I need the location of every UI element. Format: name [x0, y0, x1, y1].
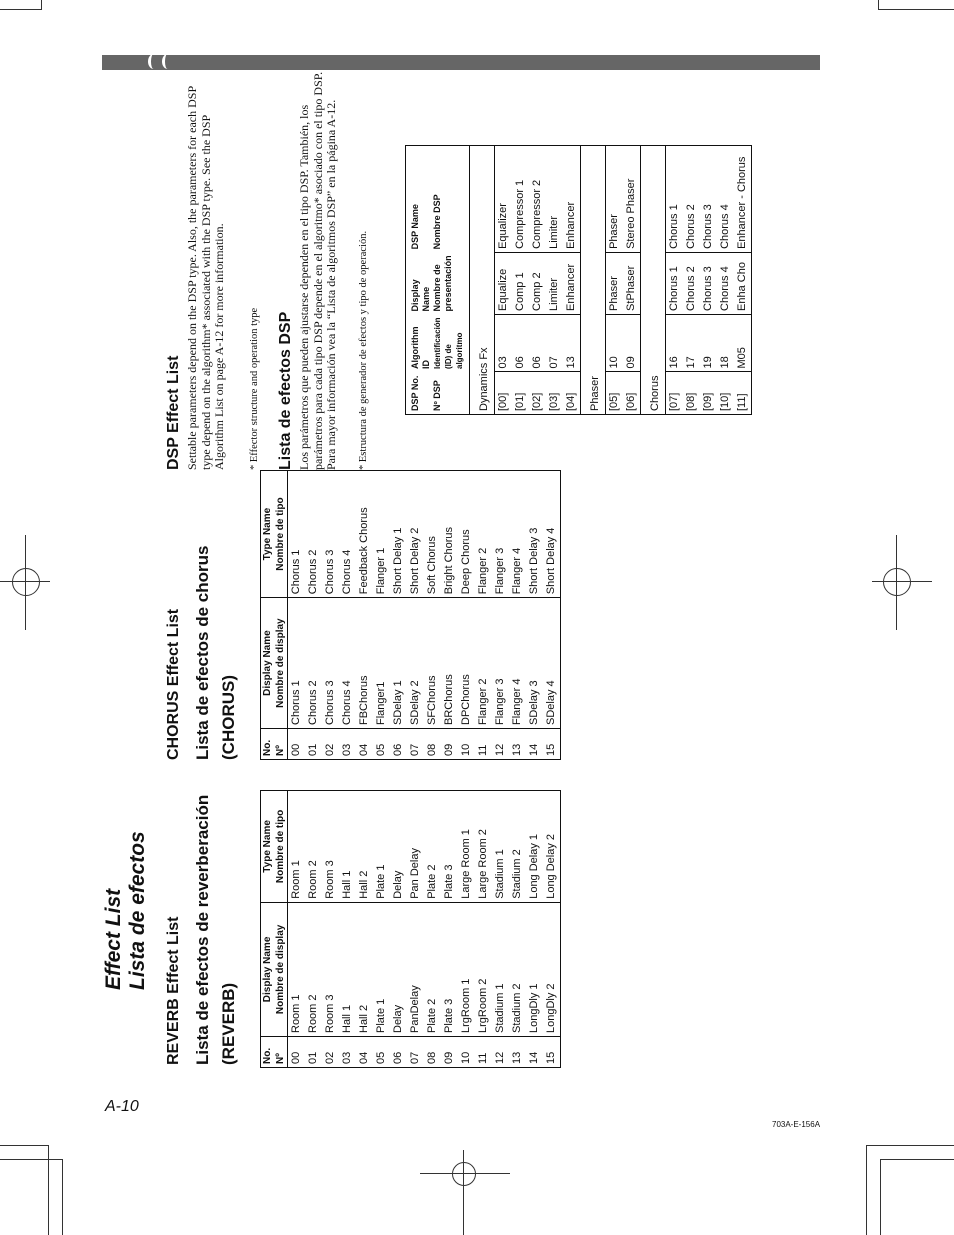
table-row — [734, 146, 752, 415]
table-row — [700, 146, 717, 415]
cell-display-name: Equalize — [495, 252, 513, 314]
cell-type-name: Stadium 1 — [492, 791, 509, 903]
header-banner — [102, 55, 820, 70]
chorus-heading-es: Lista de efectos de chorus (CHORUS) — [193, 545, 238, 760]
cell-dsp-no: [00] — [495, 372, 513, 415]
cell-dsp-name: Enhancer - Chorus — [734, 146, 752, 253]
banner-ornament — [162, 54, 173, 69]
col-no: No. — [262, 1047, 273, 1064]
cell-dsp-name: Equalizer — [495, 146, 513, 253]
table-row — [546, 146, 563, 415]
reverb-heading: REVERB Effect List — [165, 916, 182, 1065]
table-row — [492, 791, 509, 1068]
cell-algorithm-id: 10 — [606, 314, 624, 372]
cell-display-name: Delay — [390, 902, 407, 1036]
cell-dsp-no: [06] — [625, 392, 637, 411]
cell-no: 15 — [545, 743, 557, 756]
cell-type-name: Plate 1 — [373, 791, 390, 903]
page-title-en: Effect List — [102, 888, 125, 990]
table-row — [339, 471, 356, 760]
table-row — [441, 471, 458, 760]
cell-no: 15 — [545, 1051, 557, 1064]
cell-display-name: Chorus 2 — [683, 252, 700, 314]
col-dsp-no-es: Nº DSP — [432, 380, 442, 411]
cell-type-name: Large Room 1 — [458, 791, 475, 903]
col-display-es: Nombre de display — [274, 598, 288, 729]
table-row — [441, 791, 458, 1068]
cell-type-name: Short Delay 4 — [543, 471, 561, 598]
cell-display-name: LrgRoom 1 — [458, 902, 475, 1036]
cell-type-name: Hall 2 — [356, 791, 373, 903]
col-alg-id-es: Identificación (ID) de algoritmo — [433, 317, 464, 369]
cell-display-name: SDelay 3 — [526, 598, 543, 729]
col-type-es: Nombre de tipo — [274, 791, 288, 903]
cell-display-name: FBChorus — [356, 598, 373, 729]
cell-display-name: DPChorus — [458, 598, 475, 729]
table-row — [623, 146, 641, 415]
cell-no: 04 — [358, 743, 370, 756]
cell-algorithm-id: 06 — [529, 314, 546, 372]
col-display: Display Name — [410, 279, 431, 312]
cell-display-name: LongDly 1 — [526, 902, 543, 1036]
cell-no: 04 — [358, 1051, 370, 1064]
dsp-heading-es: Lista de efectos DSP — [277, 311, 294, 470]
col-no-es: Nº — [274, 1037, 288, 1068]
cell-type-name: Room 3 — [322, 791, 339, 903]
cell-type-name: Deep Chorus — [458, 471, 475, 598]
col-dsp-name-es: Nombre DSP — [432, 194, 442, 250]
table-row — [492, 471, 509, 760]
cell-type-name: Long Delay 2 — [543, 791, 561, 903]
cell-no: 13 — [511, 743, 523, 756]
col-dsp-no: DSP No. — [410, 375, 420, 411]
cell-type-name: Flanger 3 — [492, 471, 509, 598]
cell-no: 02 — [324, 743, 336, 756]
col-no: No. — [262, 739, 273, 756]
table-row — [526, 471, 543, 760]
cell-type-name: Chorus 4 — [339, 471, 356, 598]
cell-no: 08 — [426, 743, 438, 756]
cell-display-name: Chorus 4 — [717, 252, 734, 314]
cell-type-name: Plate 2 — [424, 791, 441, 903]
crop-mark — [41, 0, 42, 10]
cell-type-name: Flanger 2 — [475, 471, 492, 598]
table-row — [288, 471, 306, 760]
cell-dsp-name: Compressor 2 — [529, 146, 546, 253]
cell-type-name: Large Room 2 — [475, 791, 492, 903]
crop-mark — [866, 1145, 954, 1146]
col-display: Display Name — [261, 598, 275, 729]
dsp-table — [405, 145, 752, 415]
table-row — [458, 471, 475, 760]
cell-display-name: LongDly 2 — [543, 902, 561, 1036]
registration-mark — [896, 535, 897, 630]
cell-no: 10 — [460, 1051, 472, 1064]
cell-dsp-no: [01] — [514, 392, 526, 411]
table-row — [424, 471, 441, 760]
page-title-es: Lista de efectos — [126, 831, 149, 990]
crop-mark — [880, 1159, 881, 1235]
cell-type-name: Stadium 2 — [509, 791, 526, 903]
cell-dsp-name: Compressor 1 — [512, 146, 529, 253]
col-display: Display Name — [261, 902, 275, 1036]
cell-display-name: Stadium 1 — [492, 902, 509, 1036]
reverb-table — [260, 790, 561, 1068]
cell-display-name: Flanger 3 — [492, 598, 509, 729]
cell-algorithm-id: 06 — [512, 314, 529, 372]
cell-algorithm-id: 09 — [623, 314, 641, 372]
cell-no: 01 — [307, 743, 319, 756]
cell-type-name: Feedback Chorus — [356, 471, 373, 598]
table-row — [509, 471, 526, 760]
cell-type-name: Chorus 3 — [322, 471, 339, 598]
cell-display-name: Chorus 2 — [305, 598, 322, 729]
cell-dsp-no: [09] — [702, 392, 714, 411]
cell-dsp-name: Chorus 3 — [700, 146, 717, 253]
cell-no: 01 — [307, 1051, 319, 1064]
col-display-es: Nombre de display — [274, 902, 288, 1036]
table-row — [407, 791, 424, 1068]
crop-mark — [878, 9, 954, 10]
cell-dsp-no: [04] — [565, 392, 577, 411]
registration-mark — [12, 568, 40, 596]
cell-dsp-name: Stereo Phaser — [623, 146, 641, 253]
cell-dsp-name: Phaser — [606, 146, 624, 253]
col-alg-id: Algorithm ID — [410, 326, 431, 369]
cell-no: 07 — [409, 1051, 421, 1064]
crop-mark — [0, 1145, 48, 1146]
cell-no: 10 — [460, 743, 472, 756]
cell-display-name: SDelay 2 — [407, 598, 424, 729]
cell-no: 06 — [392, 1051, 404, 1064]
table-row — [305, 791, 322, 1068]
cell-type-name: Short Delay 3 — [526, 471, 543, 598]
crop-mark — [0, 9, 41, 10]
cell-no: 05 — [375, 1051, 387, 1064]
cell-type-name: Chorus 2 — [305, 471, 322, 598]
cell-display-name: Chorus 3 — [700, 252, 717, 314]
cell-type-name: Room 2 — [305, 791, 322, 903]
cell-display-name: Hall 1 — [339, 902, 356, 1036]
cell-display-name: Plate 1 — [373, 902, 390, 1036]
cell-algorithm-id: 17 — [683, 314, 700, 372]
table-row — [475, 471, 492, 760]
table-row — [717, 146, 734, 415]
cell-display-name: Chorus 3 — [322, 598, 339, 729]
cell-type-name: Bright Chorus — [441, 471, 458, 598]
cell-no: 11 — [477, 744, 489, 756]
dsp-rows — [470, 146, 752, 415]
cell-no: 14 — [528, 1051, 540, 1064]
cell-dsp-no: [10] — [719, 392, 731, 411]
table-row — [475, 791, 492, 1068]
table-row — [339, 791, 356, 1068]
cell-display-name: StPhaser — [623, 252, 641, 314]
dsp-group-name: Phaser — [581, 146, 606, 415]
cell-type-name: Short Delay 1 — [390, 471, 407, 598]
cell-display-name: Hall 2 — [356, 902, 373, 1036]
cell-display-name: LrgRoom 2 — [475, 902, 492, 1036]
reverb-heading-es: Lista de efectos de reverberación (REVERB) — [193, 794, 238, 1065]
cell-display-name: Room 2 — [305, 902, 322, 1036]
table-row — [356, 791, 373, 1068]
cell-algorithm-id: 07 — [546, 314, 563, 372]
cell-no: 12 — [494, 743, 506, 756]
table-row — [683, 146, 700, 415]
cell-dsp-no: [07] — [666, 372, 684, 415]
table-row — [322, 791, 339, 1068]
cell-display-name: SDelay 1 — [390, 598, 407, 729]
dsp-group-name: Chorus — [641, 146, 666, 415]
table-row — [356, 471, 373, 760]
table-row — [606, 146, 624, 415]
cell-display-name: Chorus 1 — [288, 598, 306, 729]
page-number: A-10 — [105, 1098, 139, 1115]
cell-algorithm-id: 03 — [495, 314, 513, 372]
cell-algorithm-id: 16 — [666, 314, 684, 372]
dsp-note-en: * Effector structure and operation type — [249, 307, 260, 470]
dsp-group-name: Dynamics Fx — [470, 146, 495, 415]
cell-type-name: Long Delay 1 — [526, 791, 543, 903]
dsp-body-es: Los parámetros que pueden ajustarse dependen en el tipo DSP. También, los parámetros para cada tipo DSP depende en el algoritmo* asociado con el tipo DSP. Para mayor información vea la “Lista de algoritmos DSP” en la página A-12. — [297, 71, 338, 470]
banner-ornament — [148, 54, 159, 69]
registration-mark — [25, 535, 26, 630]
cell-type-name: Delay — [390, 791, 407, 903]
col-type: Type Name — [261, 791, 275, 903]
cell-display-name: Plate 3 — [441, 902, 458, 1036]
registration-mark — [872, 581, 932, 582]
cell-no: 00 — [290, 1051, 302, 1064]
registration-mark — [420, 1173, 510, 1174]
cell-display-name: SDelay 4 — [543, 598, 561, 729]
cell-no: 09 — [443, 1051, 455, 1064]
cell-display-name: Phaser — [606, 252, 624, 314]
cell-no: 05 — [375, 743, 387, 756]
cell-display-name: Flanger1 — [373, 598, 390, 729]
dsp-body-en: Settable parameters depend on the DSP type. Also, the parameters for each DSP type depend on the algorithm* associated with the DSP type. See the DSP Algorithm List on page A-12 for more information. — [185, 86, 226, 470]
cell-display-name: SFChorus — [424, 598, 441, 729]
registration-mark — [452, 1162, 476, 1186]
dsp-heading: DSP Effect List — [165, 355, 182, 470]
table-row — [495, 146, 513, 415]
table-row — [563, 146, 581, 415]
cell-type-name: Short Delay 2 — [407, 471, 424, 598]
cell-no: 02 — [324, 1051, 336, 1064]
cell-display-name: Enha Cho — [734, 252, 752, 314]
table-row — [373, 791, 390, 1068]
footer-code: 703A-E-156A — [772, 1120, 821, 1129]
cell-dsp-no: [02] — [531, 392, 543, 411]
col-display-es: Nombre de presentación — [432, 255, 453, 312]
table-row — [407, 471, 424, 760]
crop-mark — [866, 1145, 867, 1235]
cell-algorithm-id: M05 — [734, 314, 752, 372]
cell-algorithm-id: 18 — [717, 314, 734, 372]
cell-display-name: Flanger 4 — [509, 598, 526, 729]
table-row — [543, 471, 561, 760]
registration-mark — [463, 1150, 464, 1235]
dsp-group-row — [581, 146, 606, 415]
cell-no: 11 — [477, 1052, 489, 1064]
cell-dsp-no: [11] — [736, 393, 748, 411]
table-row — [509, 791, 526, 1068]
cell-display-name: Flanger 2 — [475, 598, 492, 729]
crop-mark — [0, 1159, 62, 1160]
reverb-rows — [288, 791, 561, 1068]
cell-type-name: Pan Delay — [407, 791, 424, 903]
table-row — [543, 791, 561, 1068]
table-row — [288, 791, 306, 1068]
cell-type-name: Soft Chorus — [424, 471, 441, 598]
cell-dsp-name: Chorus 1 — [666, 146, 684, 253]
crop-mark — [62, 1159, 63, 1235]
cell-algorithm-id: 13 — [563, 314, 581, 372]
dsp-group-row — [641, 146, 666, 415]
cell-display-name: Room 1 — [288, 902, 306, 1036]
cell-dsp-name: Chorus 2 — [683, 146, 700, 253]
table-row — [305, 471, 322, 760]
cell-no: 13 — [511, 1051, 523, 1064]
cell-display-name: Stadium 2 — [509, 902, 526, 1036]
cell-no: 00 — [290, 743, 302, 756]
cell-display-name: Plate 2 — [424, 902, 441, 1036]
page-title — [102, 831, 150, 990]
dsp-group-row — [470, 146, 495, 415]
table-row — [424, 791, 441, 1068]
chorus-rows — [288, 471, 561, 760]
table-row — [390, 471, 407, 760]
cell-display-name: PanDelay — [407, 902, 424, 1036]
cell-display-name: Enhancer — [563, 252, 581, 314]
rotated-content — [90, 71, 810, 1080]
cell-type-name: Room 1 — [288, 791, 306, 903]
cell-dsp-no: [03] — [548, 392, 560, 411]
cell-dsp-no: [08] — [685, 392, 697, 411]
cell-type-name: Chorus 1 — [288, 471, 306, 598]
dsp-note-es: * Estructura de generador de efectos y tipo de operación. — [358, 230, 369, 470]
cell-display-name: Room 3 — [322, 902, 339, 1036]
cell-display-name: Chorus 4 — [339, 598, 356, 729]
cell-no: 09 — [443, 743, 455, 756]
table-row — [526, 791, 543, 1068]
table-row — [529, 146, 546, 415]
cell-dsp-name: Chorus 4 — [717, 146, 734, 253]
cell-type-name: Flanger 1 — [373, 471, 390, 598]
cell-no: 03 — [341, 743, 353, 756]
cell-display-name: Comp 1 — [512, 252, 529, 314]
cell-no: 12 — [494, 1051, 506, 1064]
cell-algorithm-id: 19 — [700, 314, 717, 372]
cell-display-name: Limiter — [546, 252, 563, 314]
table-row — [322, 471, 339, 760]
col-type: Type Name — [261, 471, 275, 598]
cell-dsp-name: Enhancer — [563, 146, 581, 253]
cell-no: 07 — [409, 743, 421, 756]
cell-display-name: Comp 2 — [529, 252, 546, 314]
table-row — [666, 146, 684, 415]
cell-type-name: Hall 1 — [339, 791, 356, 903]
chorus-heading: CHORUS Effect List — [165, 608, 182, 760]
cell-type-name: Flanger 4 — [509, 471, 526, 598]
table-row — [512, 146, 529, 415]
cell-dsp-no: [05] — [606, 372, 624, 415]
table-row — [373, 471, 390, 760]
crop-mark — [48, 1145, 49, 1235]
col-dsp-name: DSP Name — [410, 204, 420, 250]
cell-no: 14 — [528, 743, 540, 756]
chorus-table — [260, 470, 561, 760]
col-no-es: Nº — [274, 729, 288, 760]
crop-mark — [880, 1159, 954, 1160]
table-row — [390, 791, 407, 1068]
cell-no: 03 — [341, 1051, 353, 1064]
cell-dsp-name: Limiter — [546, 146, 563, 253]
cell-no: 06 — [392, 743, 404, 756]
cell-display-name: BRChorus — [441, 598, 458, 729]
cell-display-name: Chorus 1 — [666, 252, 684, 314]
cell-no: 08 — [426, 1051, 438, 1064]
registration-mark — [883, 568, 911, 596]
cell-type-name: Plate 3 — [441, 791, 458, 903]
col-type-es: Nombre de tipo — [274, 471, 288, 598]
table-row — [458, 791, 475, 1068]
